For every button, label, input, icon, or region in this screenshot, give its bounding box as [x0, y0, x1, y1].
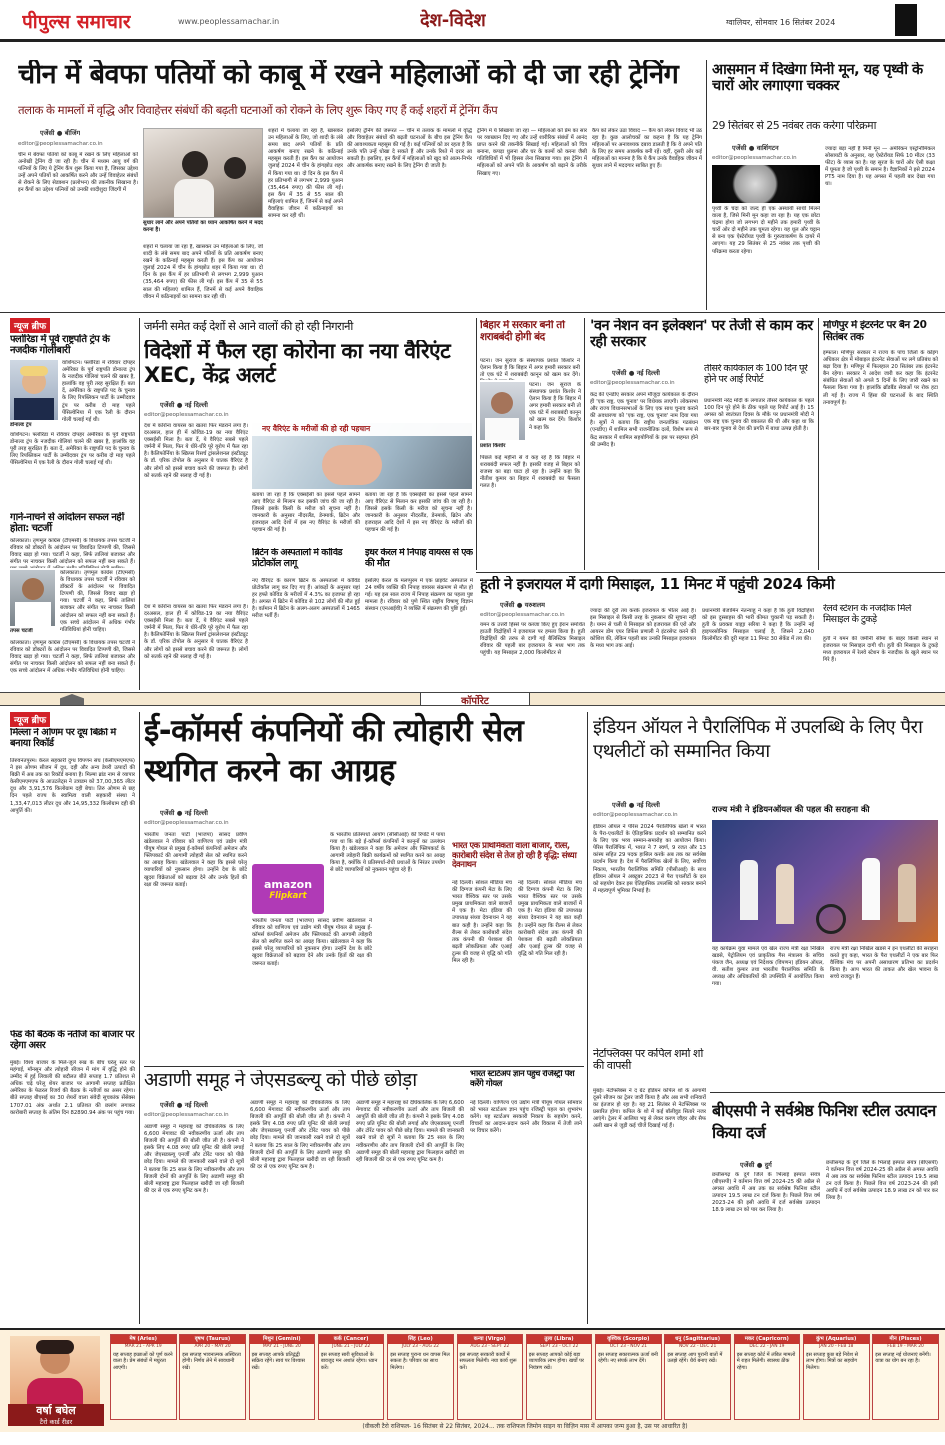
- netflix-body: मुंबई। नेटफ्लिक्स ने द ग्रेट इंडियन कपिल शो के आगामी दूसरे सीजन का ट्रेलर जारी किया है और अब सभी शनिवारों का इंतजार हो रहा है। यह 21 सितंबर से नेटफ्लिक्स पर प्रसारित होगा। कपिल के शो में कई बॉलीवुड सितारे नजर आएंगे। ट्रेलर में आलिया भट्ट से लेकर करण जौहर और सैफ अली खान से जुड़ी कई चीजें दिखाई गई हैं।: [593, 1088, 706, 1130]
- moon-deck: 29 सितंबर से 25 नवंबर तक करेगा परिक्रमा: [712, 120, 876, 132]
- news-brief-tag: न्यूज ब्रीफ: [10, 318, 50, 333]
- iocl-body-3: राज्य मंत्री रक्षा निखिल खडसे ने इन एथलीटों की सराहना करते हुए कहा, भारत के पैरा एथलीटों ने एक बार फिर वैश्विक मंच पर अपनी असाधारण प्रतिभा का प्रदर्शन किया है। आप भारत की ताकत और खेल भावना के सच्चे राजदूत हैं।: [830, 946, 938, 981]
- sign-text: इस सप्ताह कुछ बड़े निवेश से लाभ होगा। मित्रों का सहयोग मिलेगा।: [806, 1352, 859, 1371]
- lead-byline: एजेंसी ● बीजिंग: [40, 129, 81, 137]
- covid-sub2-headline: इधर केरल में निपाह वायरस से एक की मौत: [365, 548, 473, 569]
- iocl-photo: [712, 820, 938, 942]
- brief1-body-b: वाशिंगटन। फ्लोरिडा में रविवार दोपहर अमेरिका के पूर्व राष्ट्रपति डोनाल्ड ट्रंप के नजदीक गोलियां चलने की खबर है, हालांकि वह पूरी तरह सुरक्षित हैं। बता दें, अमेरिका के राष्ट्रपति पद के चुनाव के लिए रिपब्लिकन पार्टी के उम्मीदवार ट्रंप पर करीब दो माह पहले पेंसिल्वेनिया में एक रैली के दौरान गोली चलाई गई थी।: [10, 432, 135, 467]
- brief2-body: कोलकाता। तृणमूल कांग्रेस (टीएमसी) के विधायक तपस चटर्जी ने रविवार को डॉक्टरों के आंदोलन पर विवादित टिप्पणी की, जिससे विवाद खड़ा हो गया। चटर्जी ने कहा, सिर्फ तालियां बजाकर और संगीत पर नाचकर किसी आंदोलन को सफल नहीं बना सकते हैं।: [10, 538, 135, 566]
- horoscope-sign: [179, 1334, 246, 1420]
- astrologer-photo: [10, 1336, 100, 1406]
- houthi-body-1: यमन के उत्तरी हिस्से पर कब्जा किए हुए ईरान समर्थित हाउती विद्रोहियों ने इजरायल पर हमला किया है। हूती विद्रोहियों की तरफ से दागी गई बैलिस्टिक मिसाइल रविवार की पहली बार इजरायल के मध्य भाग तक पहुंची। यह मिसाइल 2,000 किलोमीटर से: [480, 622, 585, 657]
- bihar-headline: बिहार में सरकार बनी तो शराबबंदी होगी बंद: [480, 320, 565, 343]
- adani-body-b: अडाणी समूह ने महाराष्ट्र को दीर्घकालिक के लिए 6,600 मेगावाट की नवीकरणीय ऊर्जा और ताप बिजली की आपूर्ति की बोली जीत ली है। कंपनी ने इसके लिए 4.08 रुपए प्रति यूनिट की बोली लगाई और जेएसडब्ल्यू एनर्जी और टोरेंट पावर को पीछे छोड़ दिया। मामले की जानकारी रखने वाले दो सूत्रों ने बताया कि 25 साल के लिए नवीकरणीय और ताप बिजली दोनों की आपूर्ति के लिए अडाणी समूह की बोली महाराष्ट्र द्वारा फिलहाल खरीदी जा रही बिजली की दर से एक रुपए यूनिट कम है।: [250, 1100, 350, 1170]
- adani-body: अडाणी समूह ने महाराष्ट्र को दीर्घकालिक के लिए 6,600 मेगावाट की नवीकरणीय ऊर्जा और ताप बिजली की आपूर्ति की बोली जीत ली है। कंपनी ने इसके लिए 4.08 रुपए प्रति यूनिट की बोली लगाई और जेएसडब्ल्यू एनर्जी और टोरेंट पावर को पीछे छोड़ दिया। मामले की जानकारी रखने वाले दो सूत्रों ने बताया कि 25 साल के लिए नवीकरणीय और ताप बिजली दोनों की आपूर्ति के लिए अडाणी समूह की बोली महाराष्ट्र द्वारा फिलहाल खरीदी जा रही बिजली की दर से एक रुपए यूनिट कम है।: [144, 1124, 244, 1194]
- onenation-byline: एजेंसी ● नई दिल्ली: [612, 369, 660, 377]
- houthi-body-3: प्रधानमंत्री बेंजामिन नेतन्याहू ने कहा है कि हूती विद्रोहियों को इस दुस्साहस की भारी कीमत चुकानी पड़ सकती है। हूती के प्रवक्ता याह्या सरिया ने कहा है कि उन्होंने नई हाइपरसोनिक मिसाइल चलाई है, जिसने 2,040 किलोमीटर की दूरी महज 11 मिनट 30 सेकेंड में तय की।: [702, 608, 814, 643]
- news-brief-tag-2: न्यूज ब्रीफ: [10, 712, 50, 727]
- sign-dates: MAY 21 - JUNE 20: [262, 1344, 301, 1349]
- manipur-headline: मणिपुर में इंटरनेट पर बैन 20 सितंबर तक: [823, 320, 927, 343]
- sign-dates: JUNE 21 - JULY 22: [332, 1344, 371, 1349]
- chatterjee-photo: [10, 570, 55, 626]
- sign-text: इस सप्ताह आप पुरानी बातों में उलझे रहेंगे। धैर्य बनाए रखें।: [667, 1352, 723, 1365]
- sign-name: सिंह (Leo): [388, 1335, 453, 1344]
- sign-name: तुला (Libra): [527, 1335, 592, 1344]
- horoscope-sign: [387, 1334, 454, 1420]
- sign-text: इस सप्ताह नई योजनाएं बनेंगी। यात्रा का योग बन रहा है।: [875, 1352, 931, 1365]
- horoscope-note: (वीकली टैरो राशिफल- 16 सितंबर से 22 सितंबर, 2024... तक राशिफल जिमोन साइन या विज़िन मास में आपका जन्म हुआ है, उस पर आधारित है): [362, 1423, 688, 1430]
- corporate-band: [0, 692, 945, 706]
- sign-dates: JAN 20 - FEB 18: [819, 1344, 854, 1349]
- lead-photo-caption: सुधार लाने और अपने पतियों का ध्यान आकर्षित करने में मदद करना है।: [143, 220, 263, 234]
- adani-sub-body: नई दिल्ली। वाणिज्य एवं उद्योग मंत्री पीयूष गोयल सोमवार को भारत स्टार्टअप ज्ञान पहुंच रजिस्ट्री पहल का शुभारंभ करेंगे। यह स्टार्टअप सरकारी निकाय के सहयोग करने, विचारों का आदान-प्रदान करने और विकास में तेजी लाने पर विचार करेंगे।: [470, 1100, 582, 1135]
- horoscope-sign: [457, 1334, 524, 1420]
- corporate-label: कॉर्पोरेट: [420, 693, 530, 706]
- covid-body-2b: बताया जा रहा है कि एक्सईसी का इससे पहले सामने आए वैरिएंट से मिलान कर इसकी जांच की जा रही है। जिससे इसके किसी के मरीज को सूचना नहीं है। जानकारी के अनुसार नीदरलैंड, डेनमार्क, ब्रिटेन और इजराइल आदि देशों में इस नए वैरिएंट के मरीजों की पहचान की गई है।: [252, 492, 360, 534]
- horoscope-sign: [318, 1334, 385, 1420]
- prashant-photo-caption: प्रशांत किशोर: [480, 443, 506, 449]
- onenation-body-1: केंद्र की एनडीए सरकार अपने मौजूदा कार्यकाल के दौरान ही 'एक राष्ट्र, एक चुनाव' पर विधेयक लाएगी। लोकसभा और राज्य विधानसभाओं के लिए एक साथ चुनाव कराने की अवधारणा को 'एक राष्ट्र, एक चुनाव' नाम दिया गया है। सूत्रों ने बताया कि राष्ट्रीय जनतांत्रिक गठबंधन (एनडीए) में शामिल सभी राजनीतिक दलों, विशेष रूप से केंद्र सरकार में शामिल सहयोगियों के इस पर सहमत होने की उम्मीद है।: [590, 392, 698, 448]
- brief2-headline: गाने-नाचने से आंदोलन सफल नहीं होता: चटर्जी: [10, 512, 124, 535]
- covid-body-1: देश में कोरोना वायरस का खतरा फिर मंडराने लगा है। दरअसल, हाल ही में कोविड-19 का नया वैरिएंट एक्सईसी मिला है। बता दें, ये वैरिएंट सबसे पहले जर्मनी में मिला, फिर ये धीरे-धीरे पूरे यूरोप में फैल रहा है। कैलिफोर्निया के स्क्रिप्स रिसर्च ट्रांसलेशनल इंस्टीट्यूट के डॉ. एरिक टोपोल के अनुसार ये घातक वैरिएंट है और लोगों को इससे बचाव करने की जरूरत है। लोगों को सतर्क रहने की सलाह दी गई है।: [144, 423, 248, 479]
- flipkart-logo: Flipkart: [269, 890, 307, 901]
- sign-text: इस सप्ताह पुराना धन वापस मिल सकता है। परिवार का साथ मिलेगा।: [390, 1352, 450, 1371]
- onenation-body-2: प्रधानमंत्री नरेंद्र मोदी के लगातार तीसरे कार्यकाल के पहले 100 दिन पूरे होने के ठीक पहले यह रिपोर्ट आई है। 15 अगस्त को स्वतंत्रता दिवस के मौके पर प्रधानमंत्री मोदी ने एक राष्ट्र एक चुनाव की वकालत की थी और कहा था कि बार-बार चुनाव से देश की प्रगति में बाधा उत्पन्न होती है।: [704, 398, 814, 433]
- masthead-website[interactable]: www.peoplessamachar.in: [178, 17, 280, 26]
- section-title: देश-विदेश: [420, 10, 486, 31]
- houthi-byline: एजेंसी ● यरुशलम: [500, 601, 546, 609]
- bihar-body-2: पिछले कई महीनों से वे कह रहे हैं कि बिहार में शराबबंदी सफल नहीं है। इसकी वजह से बिहार को राजस्व का बड़ा घाटा हो रहा है। उन्होंने कहा कि नीतीश कुमार का बिहार में शराबबंदी का फैसला गलत है।: [480, 455, 580, 490]
- page-number: [895, 4, 917, 36]
- netflix-headline: नेटफ्लिक्स पर कपिल शर्मा शो की वापसी: [593, 1048, 703, 1073]
- covid-email: editor@peoplessamachar.co.in: [144, 412, 229, 418]
- bank-icon: [60, 694, 84, 705]
- iocl-byline: एजेंसी ● नई दिल्ली: [612, 801, 660, 809]
- sign-dates: JULY 23 - AUG 22: [401, 1344, 439, 1349]
- covid-kicker: जर्मनी समेत कई देशों से आने वालों की हो रही निगरानी: [144, 320, 353, 333]
- masthead-logo[interactable]: पीपुल्स समाचार: [22, 11, 131, 33]
- lead-body-3: इसलिए ट्रेनिंग की जरूरत — चीन में तलाक के मामलों में वृद्धि और विवाहेतर संबंधों की बढ़ती घटनाओं के बीच इस ट्रेनिंग कैंप की आवश्यकता महसूस की गई है। कई पत्नियों को डर रहता है कि उनके पति उन्हें धोखा दे सकते हैं और उनके रिश्ते में दरार आ सकती है। इसलिए, इन कैंपों में महिलाओं को खुद को आत्म-निर्भर और आकर्षक बनाए रखने के लिए ट्रेनिंग दी जाती है।: [347, 128, 472, 170]
- onenation-headline: 'वन नेशन वन इलेक्शन' पर तेजी से काम कर रही सरकार: [590, 318, 813, 351]
- houthi-body-2: ज्यादा की दूरी तय करके इजरायल के भीतर आई है। इस मिसाइल से किसी तरह के नुकसान की सूचना नहीं है। यमन से चली ये मिसाइल को इजरायल की एरो और आयरन डोम एयर डिफेंस प्रणाली ने इंटरसेप्ट करने की कोशिश की, लेकिन पहली बार उनकी मिसाइल इजरायल के मध्य भाग तक आई।: [590, 608, 696, 650]
- sign-text: इस सप्ताह सरकारी कार्यों में सफलता मिलेगी। नया कार्य शुरू करें।: [459, 1352, 517, 1371]
- sign-text: इस सप्ताह सारी सुविधाओं के बावजूद मन अशांत रहेगा। ध्यान करें।: [320, 1352, 378, 1371]
- ecom-headline: ई-कॉमर्स कंपनियों की त्योहारी सेल स्थगित करने का आग्रह: [144, 713, 524, 789]
- onenation-email: editor@peoplessamachar.co.in: [590, 380, 675, 386]
- sign-dates: SEPT 23 - OCT 22: [539, 1344, 579, 1349]
- sign-name: मेष (Aries): [111, 1335, 176, 1344]
- sign-dates: AUG 23 - SEPT 22: [470, 1344, 510, 1349]
- railway-headline: रेलवे स्टेशन के नजदीक मिले मिसाइल के टुकड़े: [823, 604, 911, 625]
- sign-name: वृषभ (Taurus): [180, 1335, 245, 1344]
- astrologer-name: वर्षा बघेल: [8, 1404, 104, 1418]
- moon-byline: एजेंसी ● वाशिंगटन: [732, 144, 779, 152]
- houthi-email: editor@peoplessamachar.co.in: [480, 612, 565, 618]
- ecom-sub-body: नई दिल्ली। सोशल मीडिया मंच की दिग्गज कंपनी मेटा के लिए भारत वैश्विक स्तर पर उसके प्रमुख प्राथमिकता वाले बाजारों में एक है। मेटा इंडिया की उपाध्यक्ष संध्या देवनाथन ने यह बात कही है। उन्होंने कहा कि रील्स से लेकर कारोबारी संदेश तक कंपनी की पेशकश की बढ़ती लोकप्रियता और एआई टूल्स की वजह से वृद्धि को गति मिल रही है।: [452, 880, 512, 965]
- sign-dates: FEB 19 - MAR 20: [887, 1344, 924, 1349]
- ecom-body-2: के भारतीय प्रतिस्पर्धा आयोग (सीसीआई) की रिपोर्ट में पाया गया था कि बड़े ई-कॉमर्स कंपनियों ने कानूनों का उल्लंघन किया है। खंडेलवाल ने कहा कि अमेजन और फ्लिपकार्ट के आगामी त्योहारी बिक्री कार्यक्रमों को स्थगित करने का आग्रह किया है, क्योंकि ये प्रतिस्पर्धा-रोधी प्रथाओं के निरंतर उपयोग से छोटे व्यापारियों को नुकसान पहुंचा रहे हैं।: [330, 832, 445, 874]
- moon-body-1: पृथ्वी के चंदा को जल्द ही एक अस्थायी साथी मिलने वाला है, जिसे मिनी मून कहा जा रहा है। यह एक छोटा चंद्रमा होगा जो लगभग दो महीने तक हमारी पृथ्वी के चारों ओर दो महीने तक घूमता रहेगा। यह धूल और चट्टान से बना एक ऐस्टेरॉयड पृथ्वी के गुरुत्वाकर्षण के दायरे में आएगा। यह 29 सितंबर से 25 नवंबर तक पृथ्वी की परिक्रमा करता रहेगा।: [712, 206, 820, 255]
- chatterjee-photo-caption: तपस चटर्जी: [10, 628, 33, 634]
- moon-body-2: ज्यादा बड़ा नहीं है मिनी मून — अमेरिकन एस्ट्रोनॉमिकल सोसायटी के अनुसार, यह ऐस्टेरॉयड सिर्फ 10 मीटर (33 फीट) के व्यास का है। यह सूरज के चारों ओर ऐसी कक्षा में घूमता है जो पृथ्वी के समान है। वैज्ञानिकों ने इसे 2024 PT5 नाम दिया है। यह अगस्त में पहली बार देखा गया था।: [825, 146, 935, 188]
- sign-text: इस सप्ताह भावनात्मक अस्थिरता होगी। निर्णय लेने में सावधानी रखें।: [182, 1352, 241, 1371]
- sign-name: मिथुन (Gemini): [250, 1335, 315, 1344]
- amazon-logo: amazon: [263, 877, 313, 891]
- adani-byline: एजेंसी ● नई दिल्ली: [160, 1101, 208, 1109]
- lead-email: editor@peoplessamachar.co.in: [18, 141, 103, 147]
- iocl-body-1: इंडियन ऑयल ने पेरिस 2024 पैरालिंपिक खेलों में भारत के पैरा-एथलीटों के ऐतिहासिक प्रदर्शन को सम्मानित करने के लिए एक भव्य सम्मान-समारोह का आयोजन किया। पेरिस पैरालिंपिक में, भारत ने 7 स्वर्ण, 9 रजत और 13 कांस्य सहित 29 पदक हासिल करके अब तक का सर्वश्रेष्ठ प्रदर्शन किया है। देश में पैरालिंपिक खेलों के लिए, सर्वोच्च निकाय, भारतीय पैरालिंपिक समिति (पीसीआई) के साथ इंडियन ऑयल ने अक्टूबर 2023 से पैरा एथलीटों के दल को सहयोग देकर इस ऐतिहासिक उपलब्धि को साकार बनाने में महत्वपूर्ण भूमिका निभाई है।: [593, 824, 706, 894]
- sign-name: कुंभ (Aquarius): [804, 1335, 869, 1344]
- prashant-photo: [480, 382, 525, 440]
- bihar-body-1: पटना। जन सुराज के संस्थापक प्रशांत किशोर ने ऐलान किया है कि बिहार में अगर हमारी सरकार बनी तो एक घंटे में शराबबंदी कानून को खत्म कर देंगे।: [480, 358, 580, 379]
- iocl-email: editor@peoplessamachar.co.in: [593, 812, 678, 818]
- ecom-logos: [252, 864, 324, 914]
- adani-sub-headline: भारत स्टार्टअप ज्ञान पहुंच रजिस्ट्री पेश करेंगे गोयल: [470, 1070, 575, 1089]
- bihar-body-1b: पटना। जन सुराज के संस्थापक प्रशांत किशोर ने ऐलान किया है कि बिहार में अगर हमारी सरकार बनी तो एक घंटे में शराबबंदी कानून को खत्म कर देंगे। किशोर ने कहा कि: [529, 382, 581, 431]
- brief1-body: वाशिंगटन। फ्लोरिडा में रविवार दोपहर अमेरिका के पूर्व राष्ट्रपति डोनाल्ड ट्रंप के नजदीक गोलियां चलने की खबर है, हालांकि वह पूरी तरह सुरक्षित हैं। बता दें, अमेरिका के राष्ट्रपति पद के चुनाव के लिए रिपब्लिकन पार्टी के उम्मीदवार ट्रंप पर करीब दो माह पहले पेंसिल्वेनिया में एक रैली के दौरान गोली चलाई गई थी।: [62, 360, 135, 423]
- sign-text: यह सप्ताह इच्छाओं को पूर्ण करने वाला है। प्रेम संबंधों में मधुरता आएगी।: [113, 1352, 173, 1371]
- moon-photo: [712, 165, 820, 203]
- sign-dates: NOV 22 - DEC 21: [679, 1344, 717, 1349]
- covid-headline: विदेशों में फैल रहा कोरोना का नया वैरिएंट XEC, केंद्र अलर्ट: [144, 340, 451, 387]
- iocl-body-2: यह कार्यक्रम युवा मामले एवं खेल राज्य मंत्री रक्षा निखिल खडसे, पेट्रोलियम एवं प्राकृतिक गैस मंत्रालय के सचिव पंकज जैन, अध्यक्ष एवं निदेशक (विपणन) इंडियन ऑयल, वी. सतीश कुमार तथा भारतीय पैरालंपिक समिति के अध्यक्ष और अधिकारियों की उपस्थिति में आयोजित किया गया।: [712, 946, 824, 988]
- ecom-byline: एजेंसी ● नई दिल्ली: [160, 809, 208, 817]
- horoscope-sign: [803, 1334, 870, 1420]
- masthead-date: ग्वालियर, सोमवार 16 सितंबर 2024: [726, 18, 836, 27]
- covid-byline: एजेंसी ● नई दिल्ली: [160, 401, 208, 409]
- sign-dates: DEC 22 - JAN 19: [749, 1344, 785, 1349]
- sign-name: धनु (Sagittarius): [665, 1335, 730, 1344]
- sign-name: वृश्चिक (Scorpio): [596, 1335, 661, 1344]
- horoscope-sign: [664, 1334, 731, 1420]
- masthead: [0, 0, 945, 42]
- brief2-body-b: कोलकाता। तृणमूल कांग्रेस (टीएमसी) के विधायक तपस चटर्जी ने रविवार को डॉक्टरों के आंदोलन पर विवादित टिप्पणी की, जिससे विवाद खड़ा हो गया। चटर्जी ने कहा, सिर्फ तालियां बजाकर और संगीत पर नाचकर किसी आंदोलन को सफल नहीं बना सकते हैं। एक सच्चे आंदोलन में अधिक गंभीर गतिविधियां होनी चाहिए।: [60, 570, 135, 633]
- moon-headline: आसमान में दिखेगा मिनी मून, यह पृथ्वी के चारों ओर लगाएगा चक्कर: [712, 62, 923, 95]
- manipur-body: इम्फाल। मणिपुर सरकार ने राज्य के पांच जिलों के कोइंग अधिकार क्षेत्र में मोबाइल इंटरनेट सेवाओं पर लगे प्रतिबंध को बढ़ा दिया है। मणिपुर में फिलहाल 20 सितंबर तक इंटरनेट बैन रहेगा। सरकार ने आदेश जारी कर कहा कि इंटरनेट संबंधित सेवाओं को अगले 5 दिनों के लिए जारी रखने का फैसला किया गया है। हालांकि ब्रॉडबैंड सेवाओं पर रोक हटा ली गई है। राज्य में हिंसा की घटनाओं के बाद स्थिति तनावपूर्ण है।: [823, 350, 938, 406]
- onenation-sub-headline: तीसरे कार्यकाल के 100 दिन पूरे होने पर आई रिपोर्ट: [704, 364, 808, 385]
- sign-name: मीन (Pisces): [873, 1335, 938, 1344]
- lead-photo: [143, 128, 263, 218]
- houthi-headline: हूती ने इजरायल में दागी मिसाइल, 11 मिनट में पहुंची 2024 किमी: [480, 576, 835, 593]
- adani-email: editor@peoplessamachar.co.in: [144, 1112, 229, 1118]
- covid-photo-label: नए वैरिएंट के मरीजों की हो रही पहचान: [262, 424, 371, 433]
- bsp-byline: एजेंसी ● दुर्ग: [740, 1161, 772, 1169]
- lead-headline: चीन में बेवफा पतियों को काबू में रखने महिलाओं को दी जा रही ट्रेनिंग: [18, 60, 679, 90]
- horoscope-sign: [595, 1334, 662, 1420]
- sign-dates: MAR 21 - APR 19: [124, 1344, 162, 1349]
- covid-body-2: बताया जा रहा है कि एक्सईसी का इससे पहले सामने आए वैरिएंट से मिलान कर इसकी जांच की जा रही है। जिससे इसके किसी के मरीज को सूचना नहीं है। जानकारी के अनुसार नीदरलैंड, डेनमार्क, ब्रिटेन और इजराइल आदि देशों में इस नए वैरिएंट के मरीजों की पहचान की गई है।: [365, 492, 472, 534]
- sign-text: इस सप्ताह कोर्ट में लंबित मामलों में राहत मिलेगी। स्वास्थ्य ठीक रहेगा।: [736, 1352, 796, 1371]
- brief4-body: मुंबई। विश्व बाजार के मिले-जुले रुख के बीच घरेलू स्तर पर महंगाई, मॉनसून और त्योहारी सीजन में मांग में वृद्धि होने की उम्मीद में हुई लिवाली की बदौलत बीते सप्ताह 1.7 प्रतिशत से अधिक चढ़े घरेलू शेयर बाजार पर आगामी सप्ताह प्रतीक्षित अमेरिका के फेडरल रिजर्व की बैठक के नतीजों का असर रहेगा। बीते सप्ताह बीएसई का 30 शेयरों वाला संवेदी सूचकांक सेंसेक्स 1707.01 अंक अर्थात 2.1 प्रतिशत की छलांग लगाकर कारोबारी सप्ताह के अंतिम दिन 82890.94 अंक पर पहुंच गया।: [10, 1060, 135, 1116]
- horoscope-sign: [872, 1334, 939, 1420]
- horoscope-sign: [526, 1334, 593, 1420]
- sign-dates: APR 20 - MAY 20: [194, 1344, 231, 1349]
- ecom-sub-body-b: नई दिल्ली। सोशल मीडिया मंच की दिग्गज कंपनी मेटा के लिए भारत वैश्विक स्तर पर उसके प्रमुख प्राथमिकता वाले बाजारों में एक है। मेटा इंडिया की उपाध्यक्ष संध्या देवनाथन ने यह बात कही है। उन्होंने कहा कि रील्स से लेकर कारोबारी संदेश तक कंपनी की पेशकश की बढ़ती लोकप्रियता और एआई टूल्स की वजह से वृद्धि को गति मिल रही है।: [518, 880, 582, 957]
- brief3-body: तिरुवनंतपुरम। केरल सहकारी दुग्ध विपणन संघ (केसीएमएमएफ) ने इस ओणम सीजन में दूध, दही और अन्य डेयरी उत्पादों की बिक्री में अब तक का रिकॉर्ड बनाया है। मिल्मा ब्रांड नाम से व्यापार केसीएमएमएफ के आउटलेट्स ने उत्राडम को 37,00,365 लीटर दूध और 3,91,576 किलोग्राम दही बेचा। तिरु ओणम से छह दिन पहले राज्य के स्वामित्व वाली सहकारी संस्था ने 1,33,47,013 लीटर दूध और 14,95,332 किलोग्राम दही की आपूर्ति की।: [10, 758, 135, 814]
- lead-body-2b: शहरों में चलाया जा रहा है, खासकर उन महिलाओं के लिए, जो शादी के लंबे समय बाद अपने पतियों के प्रति आकर्षण बनाए रखने के कठिनाई महसूस करती हैं। इस कैंप का आयोजन जुलाई 2024 में चीन के हांगझोउ शहर में किया गया था। दो दिन के इस कैंप में हर प्रतिभागी से लगभग 2,999 युआन (35,464 रुपए) की फीस ली गई। इस कैंप में 35 से 55 साल की महिलाएं शामिल हैं, जिनमें से कई अपने वैवाहिक जीवन में कठिनाइयों का सामना कर रही थीं।: [268, 128, 343, 220]
- lead-body-5: कैंप को लेकर उठा विवाद — कैंप को लेकर विवाद भी उठ रहा है। कुछ आलोचकों का कहना है कि यह ट्रेनिंग महिलाओं पर अनावश्यक दबाव डालती है कि वे अपने पति के लिए हर समय आकर्षक बनी रहें। वहीं, दूसरी ओर कई महिलाओं का मानना है कि ये कैंप उनके वैवाहिक जीवन में सुधार लाने में मददगार साबित हुए हैं।: [592, 128, 702, 170]
- covid-sub1-headline: ब्रिटेन के अस्पतालों में कोविड प्रोटोकॉल लागू: [252, 548, 343, 569]
- brief2-body-c: कोलकाता। तृणमूल कांग्रेस (टीएमसी) के विधायक तपस चटर्जी ने रविवार को डॉक्टरों के आंदोलन पर विवादित टिप्पणी की, जिससे विवाद खड़ा हो गया। चटर्जी ने कहा, सिर्फ तालियां बजाकर और संगीत पर नाचकर किसी आंदोलन को सफल नहीं बना सकते हैं। एक सच्चे आंदोलन में अधिक गंभीर गतिविधियां होनी चाहिए।: [10, 640, 135, 675]
- bsp-headline: बीएसपी ने सर्वश्रेष्ठ फिनिश स्टील उत्पादन किया दर्ज: [712, 1101, 936, 1142]
- astrologer-title: टैरो कार्ड रीडर: [8, 1418, 104, 1426]
- adani-body-c: अडाणी समूह ने महाराष्ट्र को दीर्घकालिक के लिए 6,600 मेगावाट की नवीकरणीय ऊर्जा और ताप बिजली की आपूर्ति की बोली जीत ली है। कंपनी ने इसके लिए 4.08 रुपए प्रति यूनिट की बोली लगाई और जेएसडब्ल्यू एनर्जी और टोरेंट पावर को पीछे छोड़ दिया। मामले की जानकारी रखने वाले दो सूत्रों ने बताया कि 25 साल के लिए नवीकरणीय और ताप बिजली दोनों की आपूर्ति के लिए अडाणी समूह की बोली महाराष्ट्र द्वारा फिलहाल खरीदी जा रही बिजली की दर से एक रुपए यूनिट कम है।: [356, 1100, 464, 1163]
- bsp-body-b: छत्तीसगढ़ के दुर्ग जिले के भिलाई इस्पात संयंत्र (बीएसपी) ने वर्तमान वित्त वर्ष 2024-25 की अप्रैल से अगस्त अवधि में अब तक का सर्वश्रेष्ठ फिनिश स्टील उत्पादन 19.5 लाख टन दर्ज किया है। पिछले वित्त वर्ष 2023-24 की इसी अवधि में दर्ज सर्वश्रेष्ठ उत्पादन 18.9 लाख टन को पार कर लिया है।: [826, 1160, 938, 1202]
- lead-body-2: शहरों में चलाया जा रहा है, खासकर उन महिलाओं के लिए, जो शादी के लंबे समय बाद अपने पतियों के प्रति आकर्षण बनाए रखने के कठिनाई महसूस करती हैं। इस कैंप का आयोजन जुलाई 2024 में चीन के हांगझोउ शहर में किया गया था। दो दिन के इस कैंप में हर प्रतिभागी से लगभग 2,999 युआन (35,464 रुपए) की फीस ली गई। इस कैंप में 35 से 55 साल की महिलाएं शामिल हैं, जिनमें से कई अपने वैवाहिक जीवन में कठिनाइयों का सामना कर रही थीं।: [143, 244, 263, 300]
- brief1-headline: फ्लोरिडा में पूर्व राष्ट्रपति ट्रंप के नजदीक गोलीबारी: [10, 334, 110, 357]
- ecom-sub-headline: भारत एक प्राथमिकता वाला बाजार, रीत्स, कारोबारी संदेश से तेज हो रही है वृद्धि: संध्या देवनाथन: [452, 842, 577, 871]
- horoscope-sign: [734, 1334, 801, 1420]
- ecom-body-1: भारतीय जनता पार्टी (भाजपा) सांसद प्रवीण खंडेलवाल ने रविवार को वाणिज्य एवं उद्योग मंत्री पीयूष गोयल से प्रमुख ई-कॉमर्स कंपनियों अमेजन और फ्लिपकार्ट की आगामी त्योहारी सेल को स्थगित करने का आग्रह किया। खंडेलवाल ने कहा कि इससे घरेलू व्यापारियों को नुकसान होगा। उन्होंने देश के छोटे खुदरा विक्रेताओं को बढ़ावा देने और उनके हितों की रक्षा की जरूरत बताई।: [144, 832, 247, 888]
- horoscope-sign: [249, 1334, 316, 1420]
- iocl-headline: इंडियन ऑयल ने पैरालिंपिक में उपलब्धि के लिए पैरा एथलीटों को सम्मानित किया: [593, 717, 923, 763]
- adani-headline: अडाणी समूह ने जेएसडब्ल्यू को पीछे छोड़ा: [144, 1070, 417, 1091]
- brief3-headline: मिल्ला ने ओणम पर दूध बिक्री में बनाया रिकॉर्ड: [10, 728, 116, 749]
- sign-dates: OCT 23 - NOV 21: [609, 1344, 647, 1349]
- lead-body-4: ट्रेनिंग में ये सिखाया जा रहा — महिलाओं को प्रेम का सार पर व्याख्यान दिए गए और उन्हें शारीरिक संबंधों में आनंद प्राप्त करने की तकनीकें सिखाई गईं। महिलाओं को चित्र बनाना, कपड़ा धुलना और घर के कामों को करना जैसी गतिविधियों में भी हिस्सा लेना सिखाया गया। इस ट्रेनिंग में महिलाओं को अपने पति के आकर्षण को बढ़ाने के तरीके सिखाए गए।: [477, 128, 587, 177]
- horoscope-sign: [110, 1334, 177, 1420]
- covid-body-1b: देश में कोरोना वायरस का खतरा फिर मंडराने लगा है। दरअसल, हाल ही में कोविड-19 का नया वैरिएंट एक्सईसी मिला है। बता दें, ये वैरिएंट सबसे पहले जर्मनी में मिला, फिर ये धीरे-धीरे पूरे यूरोप में फैल रहा है। कैलिफोर्निया के स्क्रिप्स रिसर्च ट्रांसलेशनल इंस्टीट्यूट के डॉ. एरिक टोपोल के अनुसार ये घातक वैरिएंट है और लोगों को इससे बचाव करने की जरूरत है। लोगों को सतर्क रहने की सलाह दी गई है।: [144, 604, 248, 660]
- iocl-photo-label: राज्य मंत्री ने इंडियनऑयल की पहल की सराहना की: [712, 804, 870, 814]
- ecom-email: editor@peoplessamachar.co.in: [144, 820, 229, 826]
- sign-text: इस सप्ताह आपके प्रतिद्वंद्वी सक्रिय रहेंगे। स्वयं पर विश्वास रखें।: [251, 1352, 305, 1371]
- covid-sub1-body: नए वैरिएंट के कारण ब्रिटेन के अस्पतालों में कोविड प्रोटोकॉल लागू कर दिए गए हैं। आंकड़ों के अनुसार यहां हर हफ्ते कोविड के मरीजों में 4.3% का इजाफा हो रहा है। अगस्त में ब्रिटेन में कोविड से 102 लोगों की मौत हुई है। वर्तमान में ब्रिटेन के अलग-अलग अस्पतालों में 1465 मरीज भर्ती हैं।: [252, 578, 360, 620]
- lead-body-1: चीन में बेवफा पतियों को काबू में रखने के लिए महिलाओं को अनोखी ट्रेनिंग दी जा रही है। चीन में मध्यम आयु वर्ग की पत्नियों के लिए ये ट्रेनिंग कैंप शुरू किया गया है, जिसका उद्देश्य उन्हें अपने पतियों को आकर्षित करने और उन्हें विवाहेतर संबंधों से रोकने के लिए सेडक्शन (प्रलोभन) की तकनीक सिखाना है। इन कैंपों का उद्देश्य पत्नियों को उनकी शादीशुदा जिंदगी में: [18, 152, 138, 194]
- trump-photo-caption: डोनाल्ड ट्रंप: [10, 422, 32, 428]
- sign-name: कन्या (Virgo): [458, 1335, 523, 1344]
- brief4-headline: फेड की बैठक के नतीजे का बाजार पर रहेगा असर: [10, 1030, 134, 1051]
- lead-deck: तलाक के मामलों में वृद्धि और विवाहेत्तर संबंधों की बढ़ती घटनाओं को रोकने के लिए शुरू किए गए हैं कई शहरों में ट्रेनिंग कैंप: [18, 104, 498, 117]
- ecom-body-1b: भारतीय जनता पार्टी (भाजपा) सांसद प्रवीण खंडेलवाल ने रविवार को वाणिज्य एवं उद्योग मंत्री पीयूष गोयल से प्रमुख ई-कॉमर्स कंपनियों अमेजन और फ्लिपकार्ट की आगामी त्योहारी सेल को स्थगित करने का आग्रह किया। खंडेलवाल ने कहा कि इससे घरेलू व्यापारियों को नुकसान होगा। उन्होंने देश के छोटे खुदरा विक्रेताओं को बढ़ावा देने और उनके हितों की रक्षा की जरूरत बताई।: [252, 918, 372, 967]
- sign-text: इस सप्ताह आपको कोई बड़ा व्यापारिक लाभ होगा। खर्चों पर नियंत्रण रखें।: [528, 1352, 584, 1371]
- trump-photo: [10, 360, 58, 420]
- railway-body: हूती ने यमन की जमीनी सीमा के बाहर किसी स्थान से इजरायल पर मिसाइल दागी थी। हूती की मिसाइल के टुकड़े मध्य इजरायल में रेलवे स्टेशन के नजदीक के खुले स्थान पर गिरे हैं।: [823, 636, 938, 664]
- moon-email: editor@peoplessamachar.co.in: [712, 155, 797, 161]
- sign-text: इस सप्ताह सकारात्मक ऊर्जा बनी रहेगी। नए संपर्क लाभ देंगे।: [598, 1352, 658, 1365]
- sign-name: कर्क (Cancer): [319, 1335, 384, 1344]
- covid-sub2-body: इसलिए केरल के मलप्पुरम में एक प्राइवेट अस्पताल में 24 वर्षीय व्यक्ति की निपाह वायरस संक्रमण से मौत हो गई। यह इस साल राज्य में निपाह संक्रमण का पहला पुष्ट मामला है। रविवार को पुणे स्थित राष्ट्रीय विषाणु विज्ञान संस्थान (एनआईवी) ने व्यक्ति में संक्रमण की पुष्टि हुई।: [365, 578, 473, 613]
- bsp-body: छत्तीसगढ़ के दुर्ग जिले के भिलाई इस्पात संयंत्र (बीएसपी) ने वर्तमान वित्त वर्ष 2024-25 की अप्रैल से अगस्त अवधि में अब तक का सर्वश्रेष्ठ फिनिश स्टील उत्पादन 19.5 लाख टन दर्ज किया है। पिछले वित्त वर्ष 2023-24 की इसी अवधि में दर्ज सर्वश्रेष्ठ उत्पादन 18.9 लाख टन को पार कर लिया है।: [712, 1172, 820, 1214]
- horoscope-strip: [0, 1328, 945, 1432]
- sign-name: मकर (Capricorn): [735, 1335, 800, 1344]
